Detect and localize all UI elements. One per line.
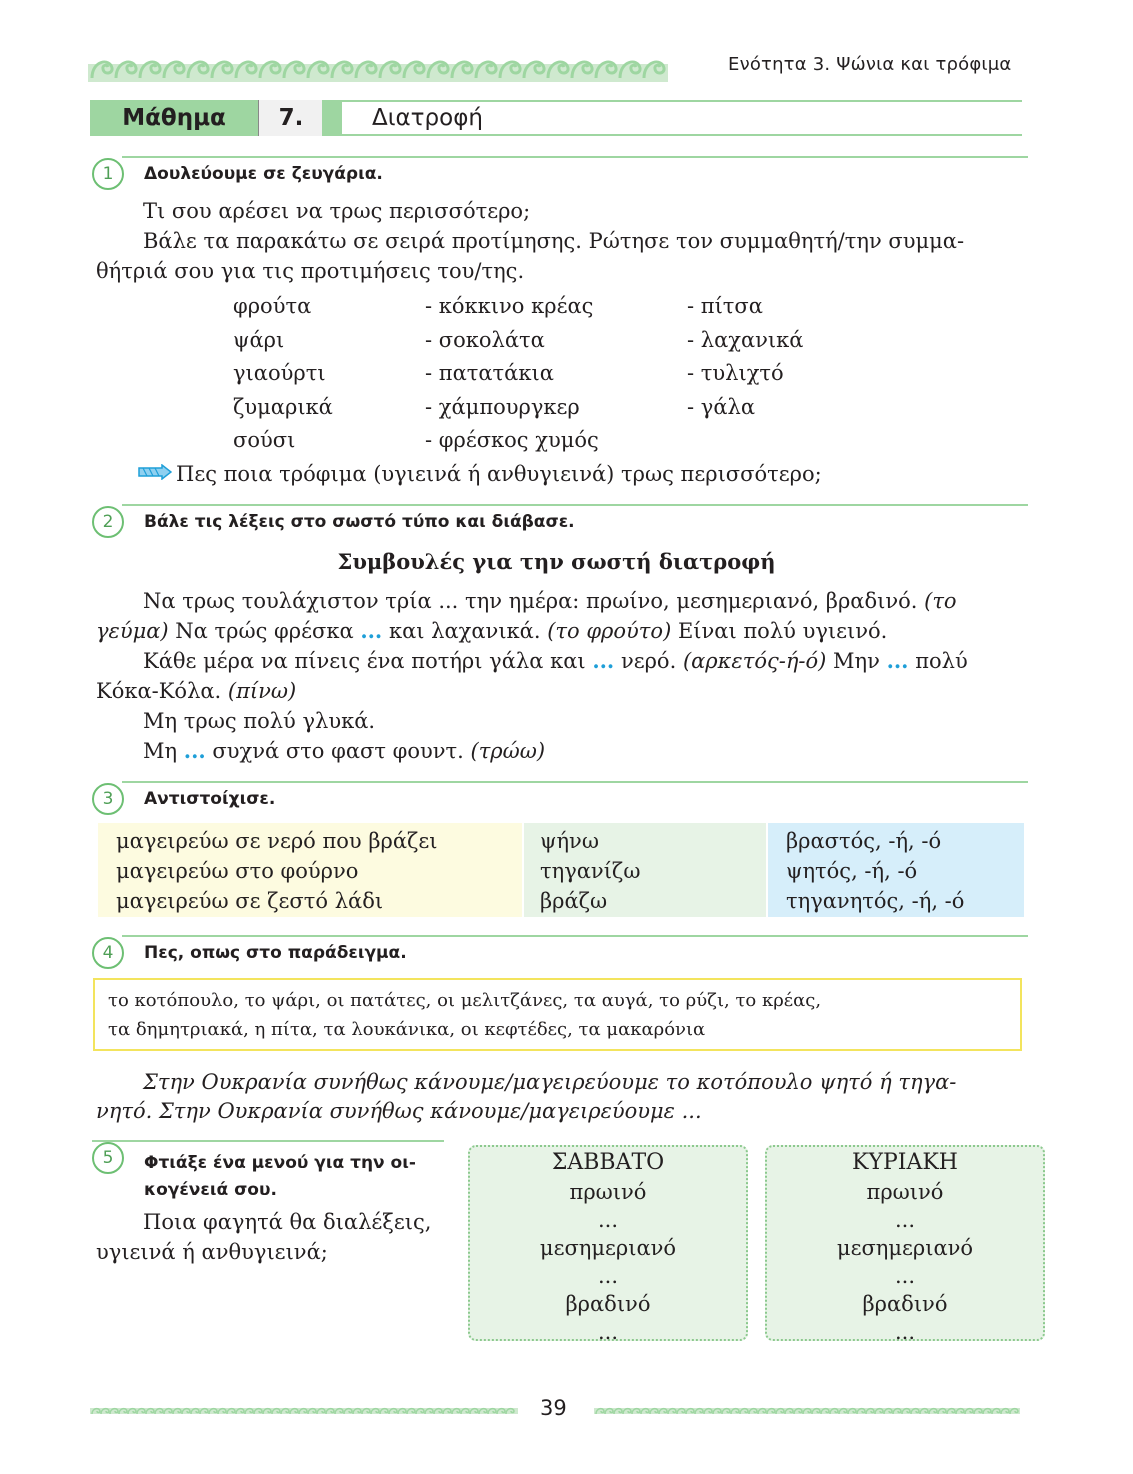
vocabulary-box xyxy=(93,978,1022,1051)
exercise-number-badge: 4 xyxy=(92,937,124,969)
menu-row: πρωινό xyxy=(569,1180,647,1204)
matching-cell: τηγανητός, -ή, -ό xyxy=(786,889,965,913)
menu-day: ΣΑΒΒΑΤΟ xyxy=(551,1150,665,1175)
matching-cell: ψητός, -ή, -ό xyxy=(786,859,918,883)
menu-day: ΚΥΡΙΑΚΗ xyxy=(852,1150,958,1175)
menu-row: ... xyxy=(597,1320,619,1344)
exercise-rule xyxy=(122,781,1028,783)
vocabulary-line-1: το κοτόπουλο, το ψάρι, οι πατάτες, οι μελιτζάνες, τα αυγά, το ρύζι, το κρέας, xyxy=(108,990,822,1011)
ex2-line-4: Κόκα-Κόλα. (πίνω) xyxy=(96,679,297,703)
menu-row: μεσημεριανό xyxy=(836,1236,974,1260)
ex4-example-line-1: Στην Ουκρανία συνήθως κάνουμε/μαγειρεύουμε το κοτόπουλο ψητό ή τηγα- xyxy=(143,1070,957,1094)
matching-table xyxy=(98,823,1024,917)
ex1-prompt: Πες ποια τρόφιμα (υγιεινά ή ανθυγιεινά) τρως περισσότερο; xyxy=(176,462,822,486)
matching-column-verbs xyxy=(524,823,766,917)
lesson-bar xyxy=(90,100,1022,136)
ex2-line-3: Κάθε μέρα να πίνεις ένα ποτήρι γάλα και ... νερό. (αρκετός-ή-ό) Μην ... πολύ xyxy=(143,648,968,673)
food-item: - γάλα xyxy=(687,394,755,419)
matching-cell: ψήνω xyxy=(540,829,599,853)
ex1-instruction-line2: θήτριά σου για τις προτιμήσεις του/της. xyxy=(96,259,525,283)
food-item: γιαούρτι xyxy=(233,361,326,385)
ex2-line-5: Μη τρως πολύ γλυκά. xyxy=(143,709,376,733)
exercise-rule xyxy=(122,156,1028,158)
matching-column-adjectives xyxy=(768,823,1024,917)
food-list-column-2 xyxy=(425,290,599,458)
matching-cell: βράζω xyxy=(540,889,608,913)
food-item: - λαχανικά xyxy=(687,327,804,352)
food-item: ζυμαρικά xyxy=(233,394,333,419)
lesson-number: 7. xyxy=(258,100,324,136)
food-item: - τυλιχτό xyxy=(687,361,784,385)
food-item: - κόκκινο κρέας xyxy=(425,294,594,318)
exercise-number-badge: 5 xyxy=(92,1142,124,1174)
food-list-column-1 xyxy=(233,290,333,458)
lesson-label: Μάθημα xyxy=(122,105,226,131)
food-item: σούσι xyxy=(233,428,296,452)
matching-cell: μαγειρεύω σε νερό που βράζει xyxy=(116,829,438,853)
menu-row: ... xyxy=(894,1264,916,1288)
matching-cell: βραστός, -ή, -ό xyxy=(786,829,942,853)
ex4-example-line-2: νητό. Στην Ουκρανία συνήθως κάνουμε/μαγειρεύουμε ... xyxy=(96,1099,702,1123)
blank-dots: ... xyxy=(183,738,206,763)
lesson-topic: Διατροφή xyxy=(372,105,483,131)
menu-row: μεσημεριανό xyxy=(539,1236,677,1260)
exercise-title: Δουλεύουμε σε ζευγάρια. xyxy=(144,164,383,184)
food-item: - σοκολάτα xyxy=(425,327,545,352)
exercise-3-header xyxy=(92,781,1028,815)
ex5-title: Φτιάξε ένα μενού για την οι- κογένειά σου. xyxy=(144,1153,416,1200)
blank-dots: ... xyxy=(360,618,383,643)
menu-row: βραδινό xyxy=(565,1292,651,1316)
ex1-instruction-line1: Βάλε τα παρακάτω σε σειρά προτίμησης. Ρώτησε τον συμμαθητή/την συμμα- xyxy=(143,229,965,253)
matching-column-descriptions xyxy=(98,823,522,917)
page-number: 39 xyxy=(540,1396,567,1420)
ex5-question-line-2: υγιεινά ή ανθυγιεινά; xyxy=(96,1240,328,1264)
pencil-arrow-icon xyxy=(138,464,172,480)
menu-row: πρωινό xyxy=(866,1180,944,1204)
unit-title: Ενότητα 3. Ψώνια και τρόφιμα xyxy=(728,54,1012,75)
ex2-line-2: γεύμα) Να τρώς φρέσκα ... και λαχανικά. (το φρούτο) Είναι πολύ υγιεινό. xyxy=(96,618,888,643)
food-item: - χάμπουργκερ xyxy=(425,394,580,419)
ex2-line-1: Να τρως τουλάχιστον τρία ... την ημέρα: πρωίνο, μεσημεριανό, βραδινό. (το xyxy=(143,589,957,613)
menu-row: ... xyxy=(597,1264,619,1288)
exercise-number-badge: 1 xyxy=(92,158,124,190)
ex2-heading: Συμβουλές για την σωστή διατροφή xyxy=(337,549,776,574)
exercise-rule xyxy=(92,1140,444,1142)
exercise-title: Αντιστοίχισε. xyxy=(144,789,276,809)
exercise-number-badge: 3 xyxy=(92,783,124,815)
menu-row: ... xyxy=(894,1320,916,1344)
food-item: - πατατάκια xyxy=(425,361,554,385)
exercise-rule xyxy=(122,935,1028,937)
menu-row: ... xyxy=(894,1208,916,1232)
exercise-1-header xyxy=(92,156,1028,190)
menu-card-sunday xyxy=(765,1145,1045,1344)
exercise-number-badge: 2 xyxy=(92,506,124,538)
exercise-rule xyxy=(122,504,1028,506)
exercise-title: Βάλε τις λέξεις στο σωστό τύπο και διάβασε. xyxy=(144,512,575,532)
food-item: - φρέσκος χυμός xyxy=(425,428,599,452)
menu-row: βραδινό xyxy=(862,1292,948,1316)
food-item: - πίτσα xyxy=(687,294,763,318)
menu-row: ... xyxy=(597,1208,619,1232)
exercise-title: Πες, οπως στο παράδειγμα. xyxy=(144,943,407,963)
food-list-column-3 xyxy=(687,290,803,424)
ex5-question-line-1: Ποια φαγητά θα διαλέξεις, xyxy=(143,1210,432,1234)
food-item: φρούτα xyxy=(233,294,312,318)
exercise-4-header xyxy=(92,935,1028,969)
footer-wave-ornament-right xyxy=(594,1404,1020,1416)
blank-dots: ... xyxy=(886,648,909,673)
food-item: ψάρι xyxy=(233,327,285,352)
footer-wave-ornament-left xyxy=(90,1404,518,1416)
matching-cell: τηγανίζω xyxy=(540,859,641,883)
ex2-line-6: Μη ... συχνά στο φαστ φουντ. (τρώω) xyxy=(143,738,546,763)
vocabulary-line-2: τα δημητριακά, η πίτα, τα λουκάνικα, οι κεφτέδες, τα μακαρόνια xyxy=(108,1019,706,1040)
header-wave-ornament xyxy=(88,50,668,84)
blank-dots: ... xyxy=(592,648,615,673)
matching-cell: μαγειρεύω σε ζεστό λάδι xyxy=(116,889,384,913)
exercise-2-header xyxy=(92,504,1028,538)
lesson-divider xyxy=(322,100,342,136)
matching-cell: μαγειρεύω στο φούρνο xyxy=(116,859,359,883)
menu-card-saturday xyxy=(468,1145,748,1344)
ex1-question: Τι σου αρέσει να τρως περισσότερο; xyxy=(143,199,531,223)
